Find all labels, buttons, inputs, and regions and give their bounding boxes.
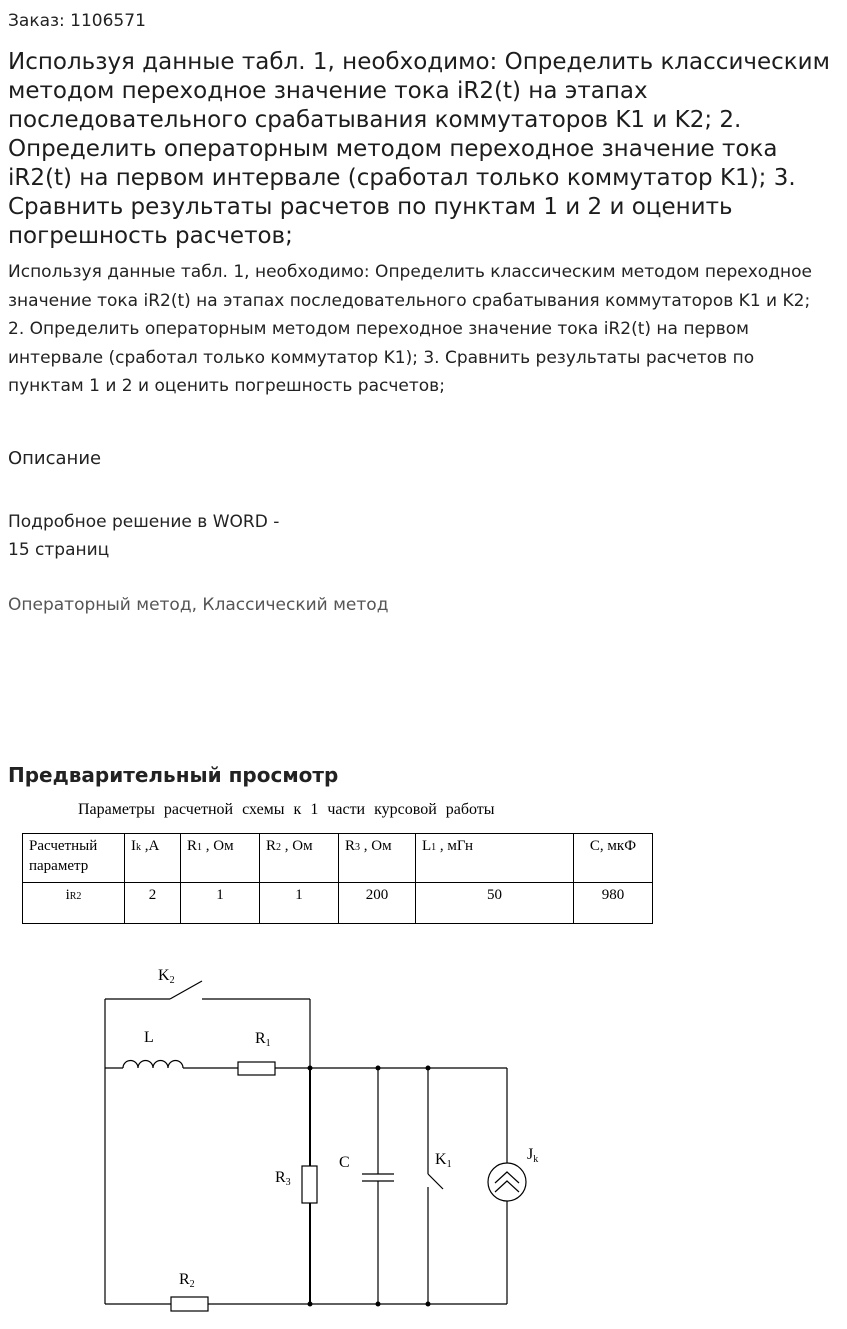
- value-cell-c: 980: [574, 883, 653, 924]
- label-jk: Jk: [527, 1146, 539, 1165]
- row-param-cell: iR2: [23, 883, 125, 924]
- value-cell-r3: 200: [339, 883, 416, 924]
- inductor-l-coil: [123, 1061, 183, 1069]
- junction-node: [308, 1302, 313, 1307]
- solution-format: Подробное решение в WORD -: [8, 512, 280, 532]
- preview-document: [0, 795, 847, 1329]
- method-tags: Операторный метод, Классический метод: [8, 595, 389, 615]
- order-number: Заказ: 1106571: [8, 11, 146, 31]
- resistor-r2: [171, 1297, 208, 1311]
- header-cell-r3: R3 , Ом: [339, 834, 416, 883]
- junction-node: [426, 1302, 431, 1307]
- label-r1: R1: [255, 1030, 271, 1049]
- table-header-row: [23, 834, 653, 883]
- table-caption: Параметры расчетной схемы к 1 части курсовой работы: [78, 801, 495, 818]
- label-k1: K1: [435, 1151, 452, 1170]
- current-source-jk: [488, 1163, 526, 1201]
- solution-info: [8, 508, 279, 564]
- label-c: C: [339, 1154, 350, 1171]
- label-r2: R2: [179, 1271, 195, 1290]
- value-cell-r1: 1: [181, 883, 260, 924]
- value-cell-r2: 1: [260, 883, 339, 924]
- label-k2: K2: [158, 967, 175, 986]
- switch-k2-blade: [170, 981, 202, 999]
- junction-node: [308, 1066, 313, 1071]
- value-cell-l1: 50: [416, 883, 574, 924]
- parameters-table: [22, 833, 653, 924]
- header-cell-r2: R2 , Ом: [260, 834, 339, 883]
- label-r3: R3: [275, 1169, 291, 1188]
- table-row: [23, 883, 653, 924]
- resistor-r3: [302, 1166, 317, 1203]
- description-label: Описание: [8, 448, 102, 469]
- header-cell-r1: R1 , Ом: [181, 834, 260, 883]
- solution-pages: 15 страниц: [8, 540, 110, 560]
- value-cell-ik: 2: [125, 883, 181, 924]
- header-cell-param: Расчетный параметр: [23, 834, 125, 883]
- task-body: Используя данные табл. 1, необходимо: Определить классическим методом переходное значение тока iR2(t) на этапах последовательного срабатывания коммутаторов K1 и K2; 2. Определить операторным методом переходное значение тока iR2(t) на первом интервале (сработал только коммутатор K1); 3. Сравнить результаты расчетов по пунктам 1 и 2 и оценить погрешность расчетов;: [8, 262, 812, 396]
- label-l: L: [144, 1029, 154, 1046]
- header-cell-l1: L1 , мГн: [416, 834, 574, 883]
- circuit-diagram: [0, 945, 847, 1329]
- junction-node: [376, 1302, 381, 1307]
- header-cell-ik: Ik ,А: [125, 834, 181, 883]
- junction-node: [376, 1066, 381, 1071]
- preview-title: Предварительный просмотр: [8, 763, 339, 787]
- task-heading: Используя данные табл. 1, необходимо: Определить классическим методом переходное значение тока iR2(t) на этапах последовательного срабатывания коммутаторов K1 и K2; 2. Определить операторным методом переходное значение тока iR2(t) на первом интервале (сработал только коммутатор K1); 3. Сравнить результаты расчетов по пунктам 1 и 2 и оценить погрешность расчетов;: [8, 49, 830, 249]
- junction-node: [426, 1066, 431, 1071]
- switch-k1-blade: [428, 1174, 443, 1189]
- header-cell-c: C, мкФ: [574, 834, 653, 883]
- current-source-arrows: [495, 1172, 519, 1192]
- resistor-r1: [238, 1062, 275, 1075]
